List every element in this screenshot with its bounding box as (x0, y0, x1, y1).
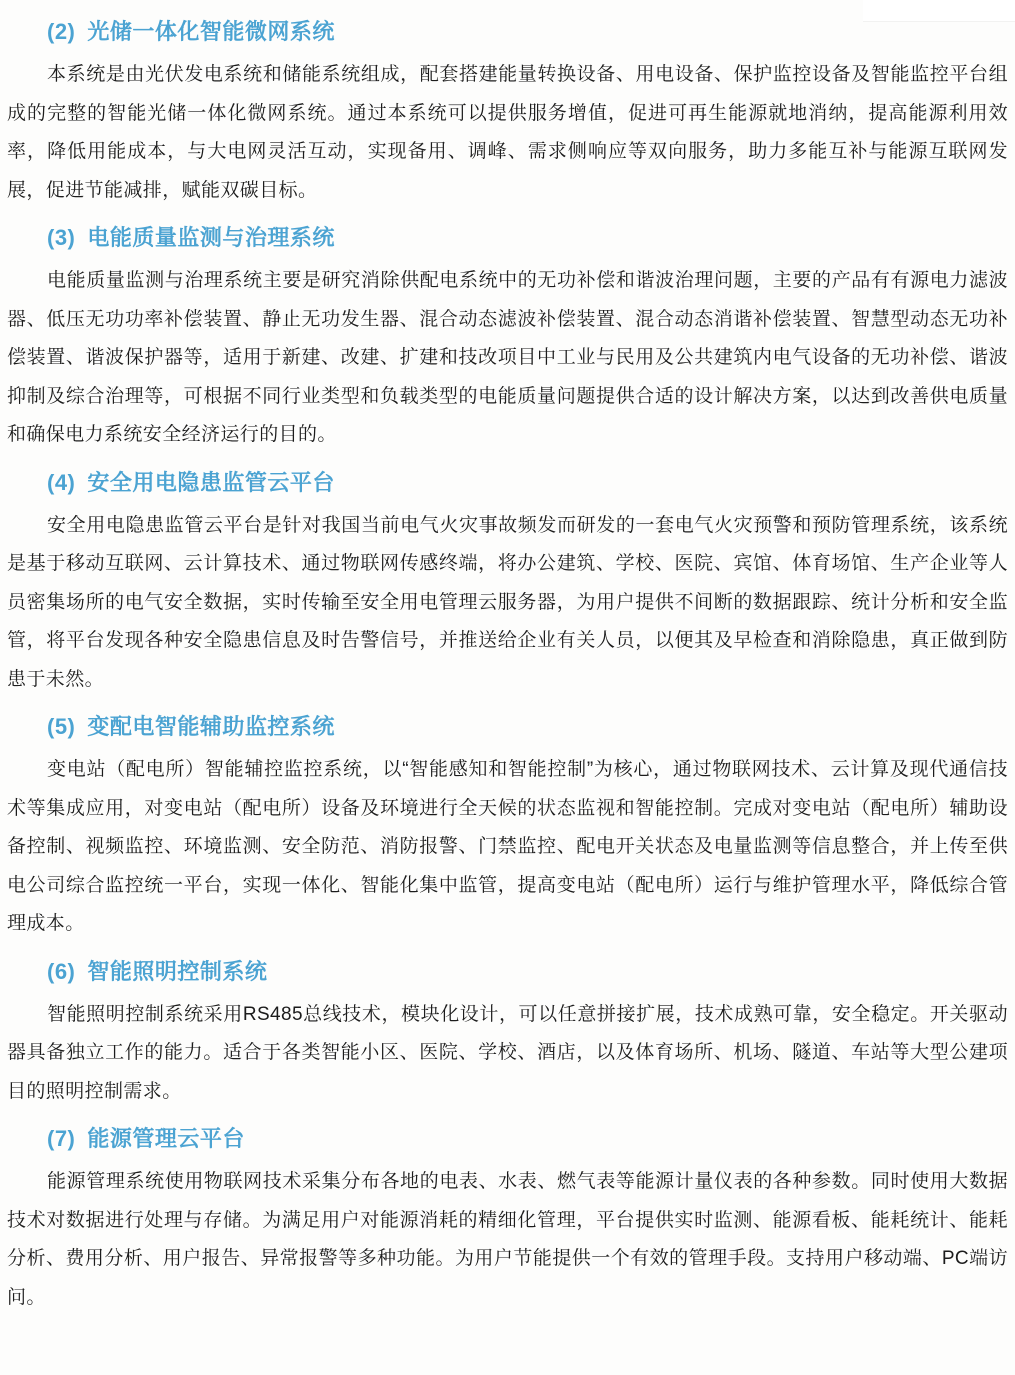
section-number: (2) (47, 19, 76, 44)
section-heading (47, 468, 1008, 498)
corner-white-patch (863, 0, 1015, 22)
section-power-quality-monitoring (7, 223, 1008, 455)
section-number: (5) (47, 714, 76, 739)
section-body-text: 智能照明控制系统采用RS485总线技术，模块化设计，可以任意拼接扩展，技术成熟可靠，安全稳定。开关驱动器具备独立工作的能力。适合于各类智能小区、医院、学校、酒店，以及体育场所、机场、隧道、车站等大型公建项目的照明控制需求。 (7, 1003, 1008, 1102)
section-number: (7) (47, 1126, 76, 1151)
section-number: (4) (47, 469, 76, 495)
section-number: (6) (47, 958, 76, 984)
section-electrical-safety-cloud-platform (7, 468, 1008, 700)
section-energy-management-cloud-platform (7, 1124, 1008, 1317)
section-title: 安全用电隐患监管云平台 (87, 469, 335, 495)
section-body-text: 安全用电隐患监管云平台是针对我国当前电气火灾事故频发而研发的一套电气火灾预警和预防管理系统，该系统是基于移动互联网、云计算技术、通过物联网传感终端，将办公建筑、学校、医院、宾馆、体育场馆、生产企业等人员密集场所的电气安全数据，实时传输至安全用电管理云服务器，为用户提供不间断的数据跟踪、统计分析和安全监管，将平台发现各种安全隐患信息及时告警信号，并推送给企业有关人员，以便其及早检查和消除隐患，真正做到防患于未然。 (7, 514, 1008, 690)
section-substation-auxiliary-monitoring (7, 712, 1008, 944)
section-number: (3) (47, 225, 76, 250)
section-body-text: 电能质量监测与治理系统主要是研究消除供配电系统中的无功补偿和谐波治理问题，主要的产品有有源电力滤波器、低压无功功率补偿装置、静止无功发生器、混合动态滤波补偿装置、混合动态消谐补偿装置、智慧型动态无功补偿装置、谐波保护器等，适用于新建、改建、扩建和技改项目中工业与民用及公共建筑内电气设备的无功补偿、谐波抑制及综合治理等，可根据不同行业类型和负载类型的电能质量问题提供合适的设计解决方案，以达到改善供电质量和确保电力系统安全经济运行的目的。 (7, 270, 1008, 445)
section-body-text: 变电站（配电所）智能辅控监控系统，以“智能感知和智能控制”为核心，通过物联网技术、云计算及现代通信技术等集成应用，对变电站（配电所）设备及环境进行全天候的状态监视和智能控制。完成对变电站（配电所）辅助设备控制、视频监控、环境监测、安全防范、消防报警、门禁监控、配电开关状态及电量监测等信息整合，并上传至供电公司综合监控统一平台，实现一体化、智能化集中监管，提高变电站（配电所）运行与维护管理水平，降低综合管理成本。 (7, 759, 1008, 934)
section-title: 电能质量监测与治理系统 (87, 225, 335, 250)
section-title: 变配电智能辅助监控系统 (87, 714, 335, 739)
section-title: 能源管理云平台 (87, 1126, 245, 1151)
section-body-text: 本系统是由光伏发电系统和储能系统组成，配套搭建能量转换设备、用电设备、保护监控设备及智能监控平台组成的完整的智能光储一体化微网系统。通过本系统可以提供服务增值，促进可再生能源就地消纳，提高能源利用效率，降低用能成本，与大电网灵活互动，实现备用、调峰、需求侧响应等双向服务，助力多能互补与能源互联网发展，促进节能减排，赋能双碳目标。 (7, 64, 1008, 201)
section-title: 智能照明控制系统 (87, 958, 268, 984)
section-heading (47, 957, 1008, 987)
section-heading (47, 712, 1008, 742)
section-heading (47, 223, 1008, 253)
section-intelligent-lighting-control (7, 957, 1008, 1112)
section-heading (47, 1124, 1008, 1154)
section-photovoltaic-storage-microgrid (7, 17, 1008, 210)
section-title: 光储一体化智能微网系统 (87, 19, 335, 44)
section-body-text: 能源管理系统使用物联网技术采集分布各地的电表、水表、燃气表等能源计量仪表的各种参数。同时使用大数据技术对数据进行处理与存储。为满足用户对能源消耗的精细化管理，平台提供实时监测、能源看板、能耗统计、能耗分析、费用分析、用户报告、异常报警等多种功能。为用户节能提供一个有效的管理手段。支持用户移动端、PC端访问。 (7, 1171, 1008, 1308)
